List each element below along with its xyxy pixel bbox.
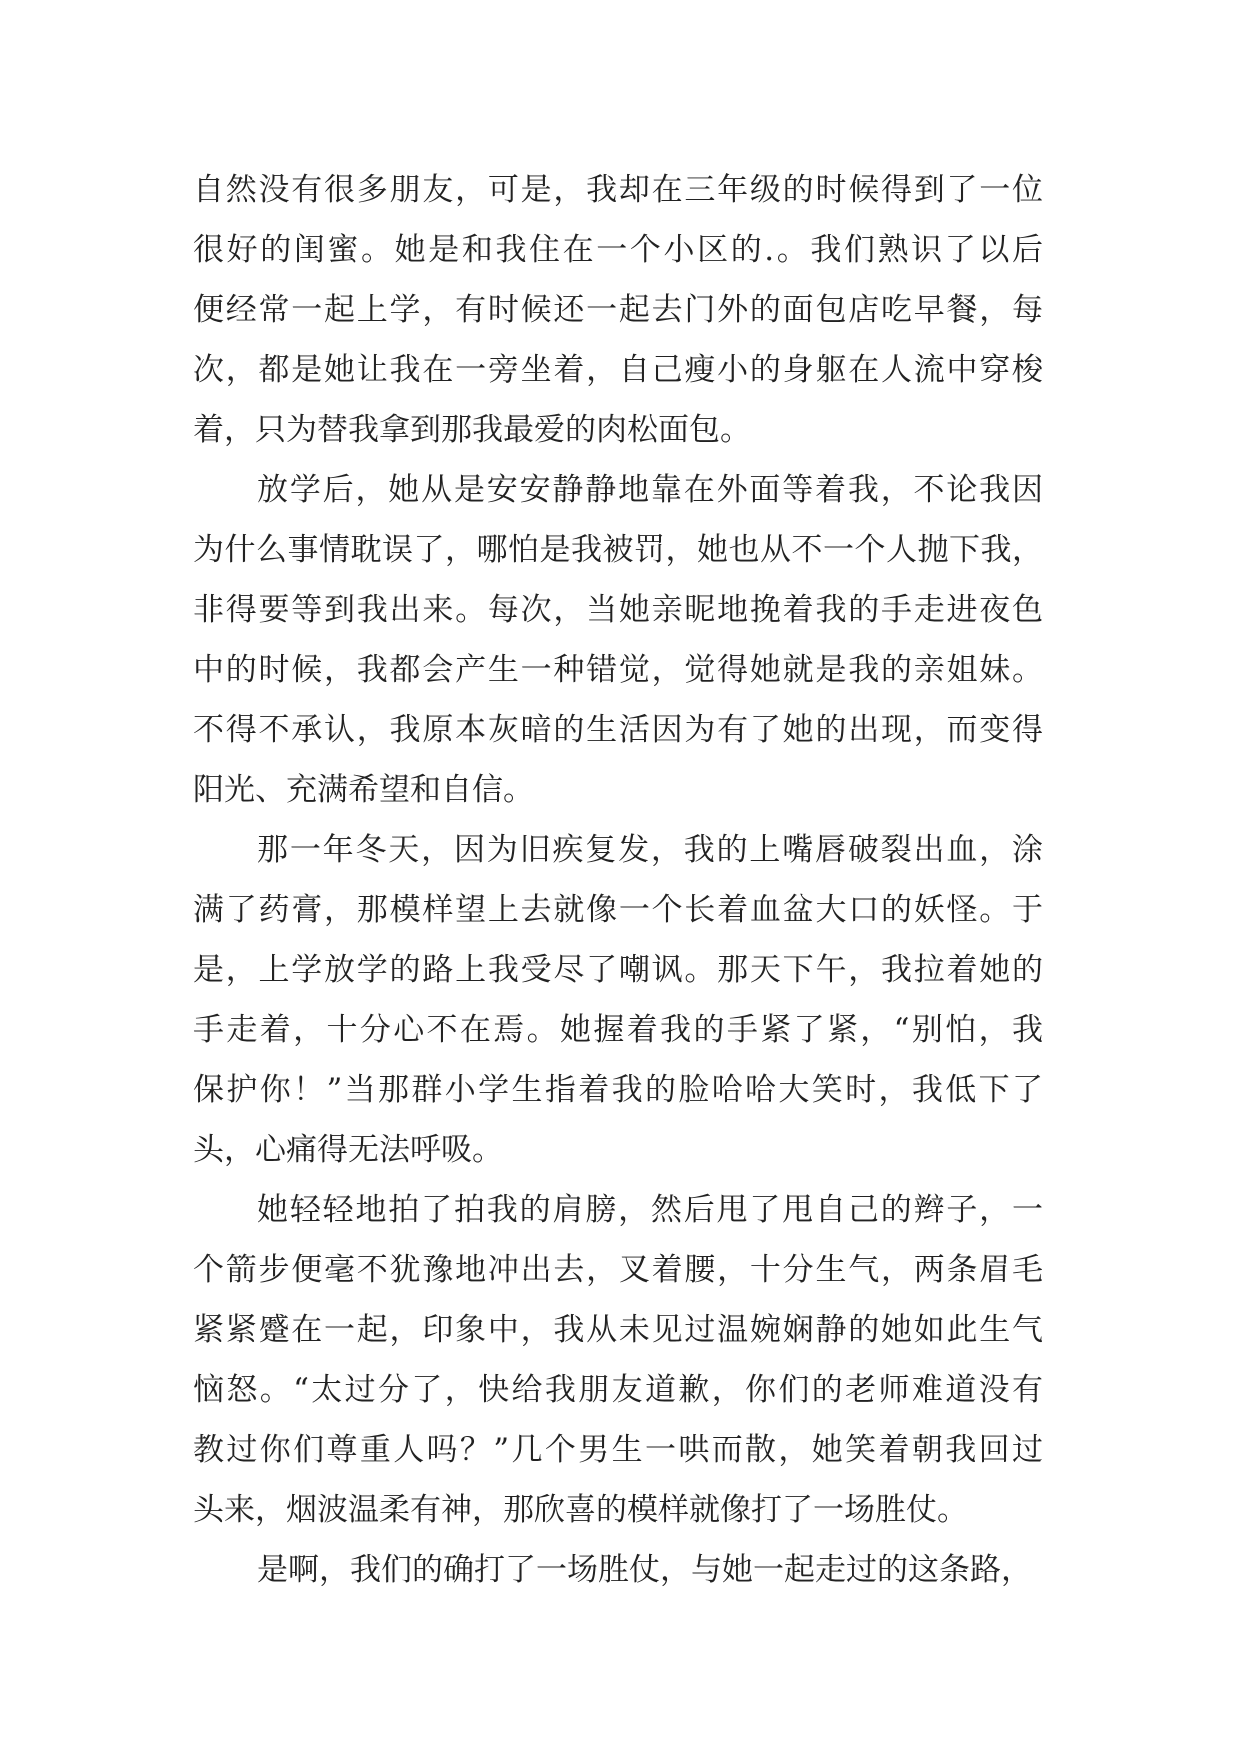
- text-line: 中的时候，我都会产生一种错觉，觉得她就是我的亲姐妹。: [193, 652, 1043, 688]
- text-line: 次，都是她让我在一旁坐着，自己瘦小的身躯在人流中穿梭: [193, 352, 1043, 388]
- text-line: 她轻轻地拍了拍我的肩膀，然后甩了甩自己的辫子，一: [257, 1192, 1043, 1228]
- text-line: 阳光、充满希望和自信。: [193, 772, 534, 808]
- text-line: 紧紧蹙在一起，印象中，我从未见过温婉娴静的她如此生气: [193, 1312, 1043, 1348]
- text-line: 便经常一起上学，有时候还一起去门外的面包店吃早餐，每: [193, 292, 1043, 328]
- text-line: 自然没有很多朋友，可是，我却在三年级的时候得到了一位: [193, 172, 1043, 208]
- text-line: 手走着，十分心不在焉。她握着我的手紧了紧，“别怕，我: [193, 1012, 1043, 1048]
- text-line: 恼怒。“太过分了，快给我朋友道歉，你们的老师难道没有: [193, 1372, 1043, 1408]
- text-line: 放学后，她从是安安静静地靠在外面等着我，不论我因: [257, 472, 1043, 508]
- text-line: 不得不承认，我原本灰暗的生活因为有了她的出现，而变得: [193, 712, 1043, 748]
- text-line: 很好的闺蜜。她是和我住在一个小区的.。我们熟识了以后: [193, 232, 1043, 268]
- text-line: 非得要等到我出来。每次，当她亲昵地挽着我的手走进夜色: [193, 592, 1043, 628]
- text-line: 是，上学放学的路上我受尽了嘲讽。那天下午，我拉着她的: [193, 952, 1043, 988]
- text-line: 个箭步便毫不犹豫地冲出去，叉着腰，十分生气，两条眉毛: [193, 1252, 1043, 1288]
- text-line: 保护你！”当那群小学生指着我的脸哈哈大笑时，我低下了: [193, 1072, 1043, 1108]
- text-line: 那一年冬天，因为旧疾复发，我的上嘴唇破裂出血，涂: [257, 832, 1043, 868]
- text-line: 为什么事情耽误了，哪怕是我被罚，她也从不一个人抛下我，: [193, 532, 1043, 568]
- text-line: 满了药膏，那模样望上去就像一个长着血盆大口的妖怪。于: [193, 892, 1043, 928]
- text-line: 是啊，我们的确打了一场胜仗，与她一起走过的这条路，: [257, 1552, 1032, 1588]
- text-line: 教过你们尊重人吗？”几个男生一哄而散，她笑着朝我回过: [193, 1432, 1043, 1468]
- text-line: 着，只为替我拿到那我最爱的肉松面包。: [193, 412, 751, 448]
- text-line: 头，心痛得无法呼吸。: [193, 1132, 503, 1168]
- text-line: 头来，烟波温柔有神，那欣喜的模样就像打了一场胜仗。: [193, 1492, 968, 1528]
